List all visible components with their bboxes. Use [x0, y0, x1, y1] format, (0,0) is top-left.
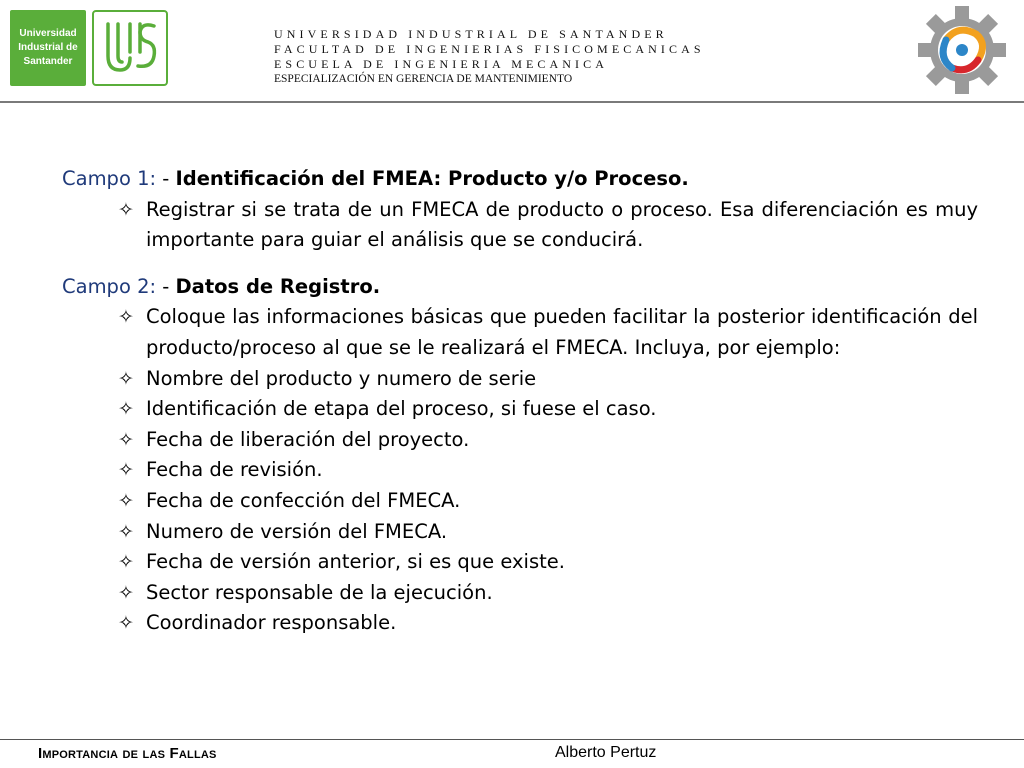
header-line-specialization: ESPECIALIZACIÓN EN GERENCIA DE MANTENIMIENTO: [274, 73, 573, 85]
campo-1-title: Identificación del FMEA: Producto y/o Proceso.: [175, 167, 689, 190]
star-bullet-icon: ✧: [118, 612, 134, 635]
footer-divider: [0, 739, 1024, 740]
gear-logo-icon: [918, 4, 1006, 96]
list-item: [62, 364, 978, 395]
bullet-text: Coordinador responsable.: [146, 611, 397, 635]
list-item: [62, 517, 978, 548]
star-bullet-icon: ✧: [118, 428, 134, 451]
header-line-university: UNIVERSIDAD INDUSTRIAL DE SANTANDER: [274, 27, 668, 41]
star-bullet-icon: ✧: [118, 581, 134, 604]
university-logo: [10, 10, 86, 86]
logo-line-2: Industrial de: [18, 42, 78, 53]
list-item: [62, 195, 978, 256]
star-bullet-icon: ✧: [118, 198, 134, 221]
list-item: [62, 394, 978, 425]
bullet-text: Fecha de versión anterior, si es que existe.: [146, 550, 565, 574]
bullet-text: Registrar si se trata de un FMECA de producto o proceso. Esa diferenciación es muy importante para guiar el análisis que se conducirá.: [146, 197, 978, 252]
star-bullet-icon: ✧: [118, 367, 134, 390]
star-bullet-icon: ✧: [118, 459, 134, 482]
section-spacer: [62, 256, 978, 272]
campo-1-separator: -: [156, 167, 176, 190]
uis-logo: [92, 10, 168, 86]
bullet-text: Nombre del producto y numero de serie: [146, 366, 537, 390]
footer-title: IMPORTANCIA DE LAS FALLAS: [38, 745, 217, 762]
campo-2-title: Datos de Registro.: [175, 274, 381, 298]
star-bullet-icon: ✧: [118, 551, 134, 574]
slide-content: [62, 164, 978, 639]
header-line-school: ESCUELA DE INGENIERIA MECANICA: [274, 57, 608, 71]
header-line-faculty: FACULTAD DE INGENIERIAS FISICOMECANICAS: [274, 42, 705, 56]
logo-line-1: Universidad: [19, 28, 77, 39]
bullet-text: Fecha de liberación del proyecto.: [146, 427, 470, 451]
bullet-text: Fecha de confección del FMECA.: [146, 488, 461, 512]
list-item: [62, 486, 978, 517]
star-bullet-icon: ✧: [118, 306, 134, 329]
logo-line-3: Santander: [23, 56, 73, 67]
bullet-text: Sector responsable de la ejecución.: [146, 580, 493, 604]
bullet-text: Identificación de etapa del proceso, si fuese el caso.: [146, 397, 657, 421]
list-item: [62, 455, 978, 486]
bullet-text: Numero de versión del FMECA.: [146, 519, 448, 543]
list-item: [62, 547, 978, 578]
list-item: [62, 608, 978, 639]
header-institution-lines: [274, 27, 705, 87]
campo-1-label: Campo 1:: [62, 167, 157, 190]
campo-2-separator: -: [156, 274, 176, 298]
footer-author: Alberto Pertuz: [555, 744, 657, 761]
campo-2-label: Campo 2:: [62, 274, 157, 298]
star-bullet-icon: ✧: [118, 520, 134, 543]
star-bullet-icon: ✧: [118, 489, 134, 512]
list-item: [62, 425, 978, 456]
header-divider: [0, 101, 1024, 103]
list-item: [62, 578, 978, 609]
star-bullet-icon: ✧: [118, 398, 134, 421]
uis-logo-icon: [94, 12, 166, 84]
bullet-text: Coloque las informaciones básicas que pueden facilitar la posterior identificación del producto/proceso al que se le realizará el FMECA. Incluya, por ejemplo:: [146, 305, 978, 359]
section-heading-campo-1: [62, 164, 978, 195]
list-item: [62, 302, 978, 363]
section-heading-campo-2: [62, 272, 978, 303]
bullet-text: Fecha de revisión.: [146, 458, 323, 482]
